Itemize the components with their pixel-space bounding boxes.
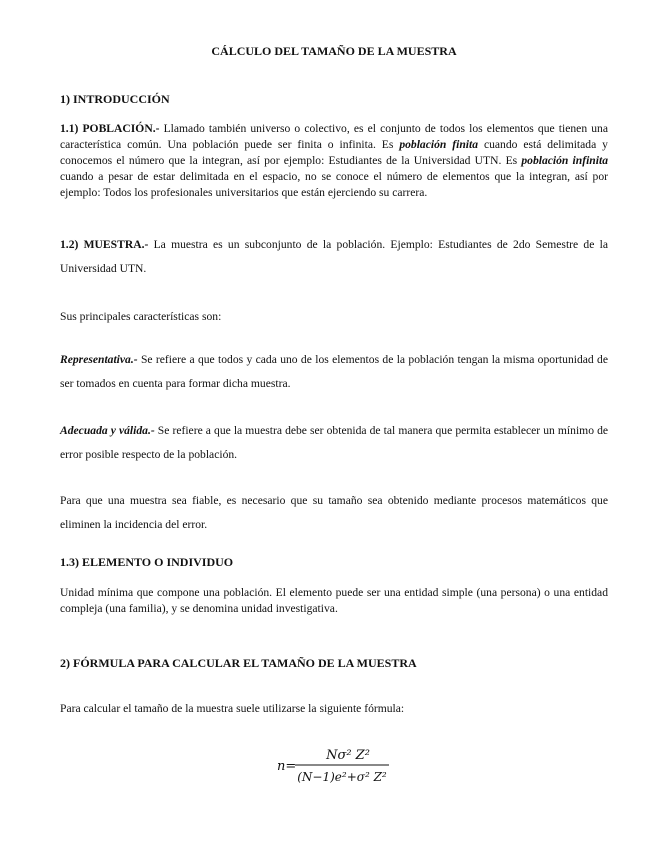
formula-intro: Para calcular el tamaño de la muestra suele utilizarse la siguiente fórmula: <box>60 702 405 715</box>
caracteristicas-text: Sus principales características son: <box>60 310 222 323</box>
poblacion-finita-term: población finita <box>399 138 479 151</box>
poblacion-infinita-term: población infinita <box>521 154 608 167</box>
formula-lhs: n= <box>277 759 297 774</box>
formula-numerator: Nσ² Z² <box>326 748 370 763</box>
representativa-label: Representativa.- <box>60 353 138 366</box>
representativa-text: Se refiere a que todos y cada uno de los elementos de la población tengan la misma oportunidad de ser tomados en cuenta para formar dicha muestra. <box>60 353 608 390</box>
fiable-paragraph: Para que una muestra sea fiable, es necesario que su tamaño sea obtenido mediante procesos matemáticos que eliminen la incidencia del error. <box>60 494 608 531</box>
document-title: CÁLCULO DEL TAMAÑO DE LA MUESTRA <box>211 44 457 58</box>
muestra-paragraph <box>60 233 608 280</box>
adecuada-text: Se refiere a que la muestra debe ser obtenida de tal manera que permita establecer un mínimo de error posible respecto de la población. <box>60 424 609 461</box>
formula-denominator: (N−1)e²+σ² Z² <box>297 770 387 784</box>
formula-heading: 2) FÓRMULA PARA CALCULAR EL TAMAÑO DE LA MUESTRA <box>60 656 417 670</box>
poblacion-text-2: cuando está delimitada y conocemos el número que la integran, así por ejemplo: Estudiantes de la Universidad UTN. Es <box>60 138 608 167</box>
poblacion-text-3: cuando a pesar de estar delimitada en el espacio, no se conoce el número de elementos que la integran, así por ejemplo: Todos los profesionales universitarios que están ejerciendo su carrera. <box>60 170 608 199</box>
muestra-label: 1.2) MUESTRA.- <box>60 238 149 251</box>
representativa-paragraph <box>60 348 608 395</box>
elemento-paragraph: Unidad mínima que compone una población. El elemento puede ser una entidad simple (una persona) o una entidad compleja (una familia), y se denomina unidad investigativa. <box>60 586 608 615</box>
adecuada-paragraph <box>60 419 608 466</box>
adecuada-label: Adecuada y válida.- <box>60 424 155 437</box>
sample-size-formula <box>277 746 417 790</box>
poblacion-paragraph <box>60 121 608 201</box>
elemento-heading: 1.3) ELEMENTO O INDIVIDUO <box>60 555 234 569</box>
poblacion-label: 1.1) POBLACIÓN.- <box>60 122 160 135</box>
muestra-text: La muestra es un subconjunto de la población. Ejemplo: Estudiantes de 2do Semestre de la Universidad UTN. <box>60 238 608 275</box>
poblacion-text-1: Llamado también universo o colectivo, es el conjunto de todos los elementos que tienen una característica común. Una población puede ser finita o infinita. Es <box>60 122 608 151</box>
intro-heading: 1) INTRODUCCIÓN <box>60 92 170 106</box>
